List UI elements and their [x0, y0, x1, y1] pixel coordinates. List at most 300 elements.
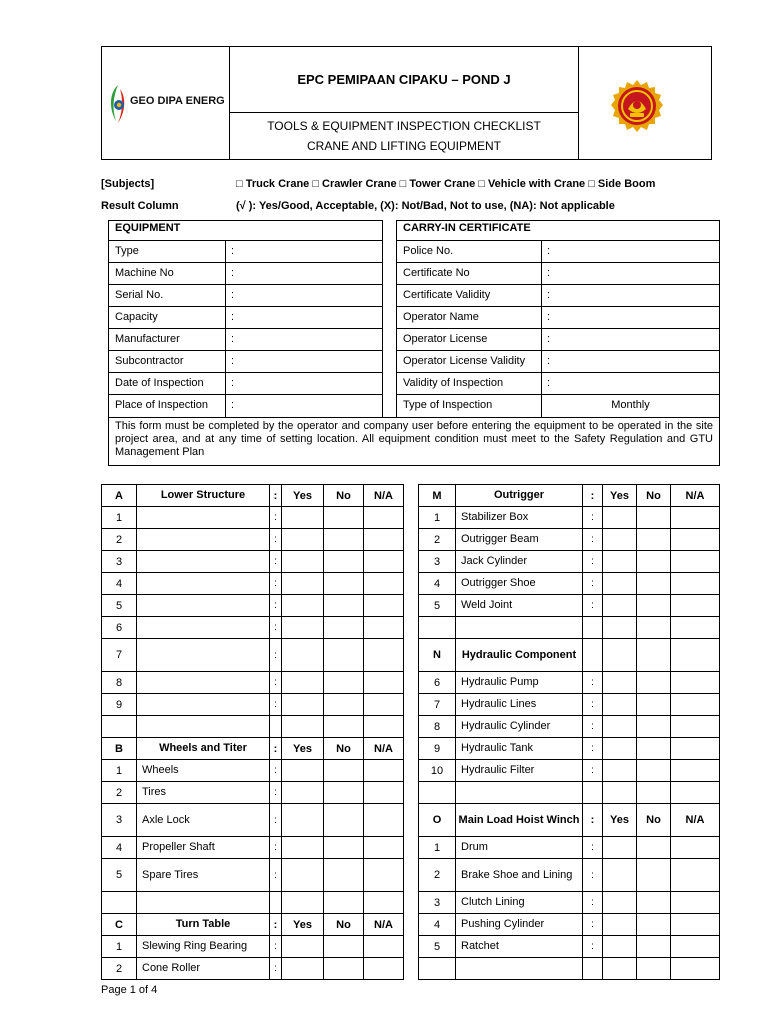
na-checkbox-cell[interactable]: [671, 573, 720, 595]
no-checkbox-cell[interactable]: [637, 859, 671, 892]
checklist-row: [419, 529, 720, 551]
colon-cell: :: [583, 760, 603, 782]
yes-checkbox-cell[interactable]: [603, 859, 637, 892]
equipment-label: Subcontractor: [115, 355, 184, 367]
checklist-row: [102, 694, 404, 716]
no-checkbox-cell[interactable]: [324, 958, 364, 980]
colon-cell: :: [270, 639, 282, 672]
item-number: 2: [419, 859, 456, 892]
carry-in-table: [396, 220, 720, 418]
item-label: Slewing Ring Bearing: [137, 936, 270, 958]
column-divider: [225, 307, 226, 328]
item-number: 6: [102, 617, 137, 639]
item-number: 1: [102, 760, 137, 782]
yes-checkbox-cell[interactable]: [282, 672, 324, 694]
no-checkbox-cell[interactable]: [637, 738, 671, 760]
no-header: No: [324, 738, 364, 760]
empty-cell: [102, 716, 137, 738]
section-header-row: [419, 485, 720, 507]
no-checkbox-cell[interactable]: [324, 529, 364, 551]
item-label: Weld Joint: [456, 595, 583, 617]
na-header: N/A: [671, 485, 720, 507]
no-checkbox-cell[interactable]: [324, 551, 364, 573]
item-number: 3: [102, 551, 137, 573]
na-checkbox-cell[interactable]: [671, 672, 720, 694]
item-number: 4: [419, 573, 456, 595]
yes-checkbox-cell[interactable]: [282, 551, 324, 573]
section-title: Lower Structure: [137, 485, 270, 507]
item-label: Propeller Shaft: [137, 837, 270, 859]
equipment-label: Serial No.: [115, 289, 164, 301]
na-header: [671, 639, 720, 672]
no-checkbox-cell[interactable]: [324, 672, 364, 694]
checklist-row: [419, 694, 720, 716]
item-number: 1: [102, 936, 137, 958]
yes-checkbox-cell[interactable]: [282, 859, 324, 892]
carry-in-value[interactable]: :: [547, 245, 551, 257]
carry-in-value[interactable]: :: [547, 333, 551, 345]
colon-cell: :: [583, 551, 603, 573]
equipment-section: [108, 220, 720, 466]
column-divider: [541, 373, 542, 394]
na-checkbox-cell[interactable]: [364, 804, 404, 837]
spacer-row: [419, 958, 720, 980]
colon-cell: :: [583, 595, 603, 617]
colon-cell: :: [270, 760, 282, 782]
colon-cell: :: [583, 529, 603, 551]
no-checkbox-cell[interactable]: [637, 672, 671, 694]
item-label: Hydraulic Lines: [456, 694, 583, 716]
section-letter: B: [102, 738, 137, 760]
column-divider: [541, 351, 542, 372]
carry-in-label: Type of Inspection: [403, 399, 493, 411]
item-number: 3: [419, 551, 456, 573]
carry-in-label: Validity of Inspection: [403, 377, 504, 389]
colon-cell: :: [583, 738, 603, 760]
equipment-label: Date of Inspection: [115, 377, 204, 389]
item-number: 4: [102, 837, 137, 859]
equipment-value[interactable]: :: [231, 267, 235, 279]
yes-header: Yes: [603, 485, 637, 507]
equipment-value[interactable]: :: [231, 377, 235, 389]
empty-cell: [364, 892, 404, 914]
equipment-value[interactable]: :: [231, 245, 235, 257]
empty-cell: [456, 782, 583, 804]
na-checkbox-cell[interactable]: [364, 760, 404, 782]
carry-in-row: [397, 241, 719, 263]
spacer-row: [419, 782, 720, 804]
column-divider: [541, 329, 542, 350]
yes-checkbox-cell[interactable]: [282, 804, 324, 837]
colon-cell: :: [583, 837, 603, 859]
carry-in-value[interactable]: :: [547, 311, 551, 323]
item-number: 3: [102, 804, 137, 837]
checklist-row: [419, 892, 720, 914]
item-number: 1: [419, 837, 456, 859]
no-header: No: [637, 485, 671, 507]
section-letter: N: [419, 639, 456, 672]
carry-in-row: [397, 351, 719, 373]
yes-checkbox-cell[interactable]: [282, 694, 324, 716]
checklist-row: [102, 760, 404, 782]
carry-in-value[interactable]: :: [547, 355, 551, 367]
no-checkbox-cell[interactable]: [324, 573, 364, 595]
column-divider: [541, 241, 542, 262]
na-checkbox-cell[interactable]: [364, 936, 404, 958]
document-title: EPC PEMIPAAN CIPAKU – POND J: [230, 47, 578, 113]
section-title: Main Load Hoist Winch: [456, 804, 583, 837]
empty-cell: [603, 958, 637, 980]
na-checkbox-cell[interactable]: [671, 859, 720, 892]
empty-cell: [324, 892, 364, 914]
item-label: Hydraulic Pump: [456, 672, 583, 694]
carry-in-label: Certificate Validity: [403, 289, 491, 301]
equipment-value[interactable]: :: [231, 311, 235, 323]
yes-checkbox-cell[interactable]: [603, 914, 637, 936]
equipment-label: Type: [115, 245, 139, 257]
section-header-row: [102, 738, 404, 760]
subtitle-line-2: CRANE AND LIFTING EQUIPMENT: [306, 139, 502, 153]
equipment-value[interactable]: :: [231, 355, 235, 367]
no-checkbox-cell[interactable]: [324, 507, 364, 529]
colon-cell: :: [583, 914, 603, 936]
yes-checkbox-cell[interactable]: [282, 507, 324, 529]
empty-cell: [671, 958, 720, 980]
carry-in-value[interactable]: :: [547, 377, 551, 389]
column-divider: [541, 263, 542, 284]
equipment-label: Capacity: [115, 311, 158, 323]
checklist-left-table: [101, 484, 404, 980]
section-letter: O: [419, 804, 456, 837]
no-checkbox-cell[interactable]: [324, 782, 364, 804]
no-checkbox-cell[interactable]: [324, 595, 364, 617]
column-divider: [225, 241, 226, 262]
yes-checkbox-cell[interactable]: [603, 672, 637, 694]
yes-checkbox-cell[interactable]: [603, 738, 637, 760]
yes-checkbox-cell[interactable]: [282, 958, 324, 980]
colon-cell: :: [583, 859, 603, 892]
empty-cell: [583, 958, 603, 980]
empty-cell: [603, 782, 637, 804]
carry-in-value[interactable]: :: [547, 289, 551, 301]
section-letter: C: [102, 914, 137, 936]
checklist-row: [419, 573, 720, 595]
na-checkbox-cell[interactable]: [671, 738, 720, 760]
document-header: [101, 46, 712, 160]
yes-checkbox-cell[interactable]: [282, 529, 324, 551]
na-checkbox-cell[interactable]: [364, 595, 404, 617]
yes-header: [603, 639, 637, 672]
equipment-row: [109, 351, 382, 373]
column-divider: [225, 263, 226, 284]
carry-in-label: Operator Name: [403, 311, 479, 323]
carry-in-title: CARRY-IN CERTIFICATE: [397, 221, 719, 241]
empty-cell: [583, 617, 603, 639]
empty-cell: [282, 716, 324, 738]
item-number: 5: [102, 595, 137, 617]
carry-in-value[interactable]: :: [547, 267, 551, 279]
yes-checkbox-cell[interactable]: [603, 760, 637, 782]
no-checkbox-cell[interactable]: [324, 694, 364, 716]
result-column-label: Result Column: [101, 200, 179, 212]
item-label: Tires: [137, 782, 270, 804]
checklist-row: [419, 551, 720, 573]
na-checkbox-cell[interactable]: [364, 958, 404, 980]
na-checkbox-cell[interactable]: [364, 551, 404, 573]
safety-badge-icon: [610, 79, 664, 133]
item-number: 4: [102, 573, 137, 595]
na-checkbox-cell[interactable]: [671, 936, 720, 958]
empty-cell: [671, 782, 720, 804]
na-header: N/A: [671, 804, 720, 837]
equipment-value[interactable]: :: [231, 399, 235, 411]
colon-cell: :: [583, 694, 603, 716]
colon-cell: :: [270, 804, 282, 837]
colon-cell: :: [270, 958, 282, 980]
item-number: 4: [419, 914, 456, 936]
yes-checkbox-cell[interactable]: [282, 595, 324, 617]
item-label: Pushing Cylinder: [456, 914, 583, 936]
no-checkbox-cell[interactable]: [637, 760, 671, 782]
na-checkbox-cell[interactable]: [364, 617, 404, 639]
equipment-row: [109, 395, 382, 417]
item-number: 2: [102, 958, 137, 980]
no-checkbox-cell[interactable]: [324, 804, 364, 837]
column-divider: [225, 395, 226, 417]
equipment-label: Machine No: [115, 267, 174, 279]
equipment-label: Place of Inspection: [115, 399, 208, 411]
carry-in-label: Operator License Validity: [403, 355, 526, 367]
na-header: N/A: [364, 485, 404, 507]
yes-checkbox-cell[interactable]: [603, 573, 637, 595]
yes-header: Yes: [603, 804, 637, 837]
na-checkbox-cell[interactable]: [364, 672, 404, 694]
yes-checkbox-cell[interactable]: [603, 551, 637, 573]
checklist-row: [419, 914, 720, 936]
item-number: 1: [102, 507, 137, 529]
na-checkbox-cell[interactable]: [364, 573, 404, 595]
colon-cell: :: [270, 529, 282, 551]
empty-cell: [456, 617, 583, 639]
no-checkbox-cell[interactable]: [637, 716, 671, 738]
item-number: 1: [419, 507, 456, 529]
empty-cell: [671, 617, 720, 639]
no-checkbox-cell[interactable]: [637, 936, 671, 958]
no-checkbox-cell[interactable]: [637, 694, 671, 716]
equipment-value[interactable]: :: [231, 333, 235, 345]
yes-header: Yes: [282, 485, 324, 507]
na-checkbox-cell[interactable]: [671, 760, 720, 782]
carry-in-row: [397, 329, 719, 351]
item-label: Outrigger Beam: [456, 529, 583, 551]
item-label: [137, 672, 270, 694]
yes-checkbox-cell[interactable]: [282, 837, 324, 859]
checklist-row: [102, 837, 404, 859]
subtitle-line-1: TOOLS & EQUIPMENT INSPECTION CHECKLIST: [267, 119, 541, 133]
no-checkbox-cell[interactable]: [324, 639, 364, 672]
equipment-row: [109, 373, 382, 395]
na-checkbox-cell[interactable]: [671, 507, 720, 529]
empty-cell: [419, 958, 456, 980]
na-checkbox-cell[interactable]: [671, 892, 720, 914]
item-label: [137, 639, 270, 672]
na-header: N/A: [364, 914, 404, 936]
carry-in-row: [397, 263, 719, 285]
checklist-row: [102, 958, 404, 980]
yes-checkbox-cell[interactable]: [603, 837, 637, 859]
item-label: [137, 573, 270, 595]
na-checkbox-cell[interactable]: [671, 529, 720, 551]
colon-cell: :: [270, 914, 282, 936]
colon-cell: :: [270, 617, 282, 639]
logo-cell: [102, 47, 230, 159]
equipment-table: [108, 220, 383, 418]
no-checkbox-cell[interactable]: [637, 573, 671, 595]
equipment-value[interactable]: :: [231, 289, 235, 301]
no-checkbox-cell[interactable]: [324, 617, 364, 639]
equipment-row: [109, 285, 382, 307]
section-letter: M: [419, 485, 456, 507]
no-checkbox-cell[interactable]: [637, 595, 671, 617]
empty-cell: [637, 782, 671, 804]
checklist-row: [419, 760, 720, 782]
na-checkbox-cell[interactable]: [671, 595, 720, 617]
equipment-row: [109, 307, 382, 329]
na-checkbox-cell[interactable]: [364, 639, 404, 672]
yes-checkbox-cell[interactable]: [603, 716, 637, 738]
no-checkbox-cell[interactable]: [324, 936, 364, 958]
checklist-row: [419, 595, 720, 617]
no-checkbox-cell[interactable]: [324, 859, 364, 892]
carry-in-value[interactable]: Monthly: [611, 399, 650, 411]
yes-header: Yes: [282, 738, 324, 760]
na-checkbox-cell[interactable]: [671, 716, 720, 738]
colon-cell: :: [583, 485, 603, 507]
empty-cell: [270, 716, 282, 738]
empty-cell: [270, 892, 282, 914]
colon-cell: [583, 639, 603, 672]
na-checkbox-cell[interactable]: [671, 694, 720, 716]
column-divider: [225, 329, 226, 350]
item-number: 5: [102, 859, 137, 892]
no-header: No: [637, 804, 671, 837]
checklist-row: [102, 859, 404, 892]
colon-cell: :: [270, 551, 282, 573]
checklist-row: [419, 672, 720, 694]
yes-checkbox-cell[interactable]: [603, 507, 637, 529]
na-checkbox-cell[interactable]: [364, 529, 404, 551]
item-number: 5: [419, 936, 456, 958]
page-number: Page 1 of 4: [101, 984, 158, 996]
na-checkbox-cell[interactable]: [364, 782, 404, 804]
yes-checkbox-cell[interactable]: [603, 936, 637, 958]
no-checkbox-cell[interactable]: [637, 551, 671, 573]
item-label: Spare Tires: [137, 859, 270, 892]
no-header: No: [324, 485, 364, 507]
item-label: [137, 529, 270, 551]
yes-checkbox-cell[interactable]: [282, 936, 324, 958]
no-checkbox-cell[interactable]: [324, 760, 364, 782]
yes-checkbox-cell[interactable]: [282, 639, 324, 672]
no-checkbox-cell[interactable]: [637, 914, 671, 936]
checklist-row: [102, 782, 404, 804]
no-checkbox-cell[interactable]: [637, 529, 671, 551]
colon-cell: :: [583, 716, 603, 738]
item-label: Axle Lock: [137, 804, 270, 837]
equipment-row: [109, 263, 382, 285]
item-number: 8: [419, 716, 456, 738]
colon-cell: :: [583, 804, 603, 837]
item-label: Hydraulic Tank: [456, 738, 583, 760]
yes-checkbox-cell[interactable]: [282, 573, 324, 595]
item-label: Hydraulic Filter: [456, 760, 583, 782]
column-divider: [541, 307, 542, 328]
empty-cell: [419, 782, 456, 804]
na-checkbox-cell[interactable]: [364, 694, 404, 716]
column-divider: [541, 285, 542, 306]
column-divider: [225, 285, 226, 306]
na-checkbox-cell[interactable]: [671, 914, 720, 936]
colon-cell: :: [583, 672, 603, 694]
carry-in-label: Operator License: [403, 333, 488, 345]
column-divider: [225, 351, 226, 372]
yes-checkbox-cell[interactable]: [603, 892, 637, 914]
colon-cell: :: [270, 485, 282, 507]
item-number: 10: [419, 760, 456, 782]
na-checkbox-cell[interactable]: [364, 507, 404, 529]
na-checkbox-cell[interactable]: [364, 859, 404, 892]
column-divider: [225, 373, 226, 394]
yes-checkbox-cell[interactable]: [603, 595, 637, 617]
no-checkbox-cell[interactable]: [324, 837, 364, 859]
na-checkbox-cell[interactable]: [364, 837, 404, 859]
item-label: [137, 694, 270, 716]
yes-checkbox-cell[interactable]: [282, 782, 324, 804]
na-checkbox-cell[interactable]: [671, 551, 720, 573]
item-number: 2: [102, 529, 137, 551]
checklist-row: [102, 573, 404, 595]
colon-cell: :: [270, 595, 282, 617]
no-checkbox-cell[interactable]: [637, 892, 671, 914]
colon-cell: :: [270, 507, 282, 529]
colon-cell: :: [270, 837, 282, 859]
checklist-row: [102, 639, 404, 672]
carry-in-row: [397, 395, 719, 417]
logo-text: GEO DIPA ENERG: [130, 95, 225, 107]
checklist-row: [102, 617, 404, 639]
item-number: 7: [419, 694, 456, 716]
checklist-row: [102, 595, 404, 617]
no-checkbox-cell[interactable]: [637, 507, 671, 529]
checklist-row: [419, 859, 720, 892]
checklist-row: [419, 837, 720, 859]
no-checkbox-cell[interactable]: [637, 837, 671, 859]
checklist-right-table: [418, 484, 720, 980]
colon-cell: :: [270, 573, 282, 595]
yes-checkbox-cell[interactable]: [282, 760, 324, 782]
section-title: Hydraulic Component: [456, 639, 583, 672]
yes-checkbox-cell[interactable]: [603, 694, 637, 716]
item-number: 9: [102, 694, 137, 716]
carry-in-row: [397, 373, 719, 395]
item-number: 9: [419, 738, 456, 760]
yes-checkbox-cell[interactable]: [603, 529, 637, 551]
empty-cell: [583, 782, 603, 804]
na-checkbox-cell[interactable]: [671, 837, 720, 859]
yes-checkbox-cell[interactable]: [282, 617, 324, 639]
empty-cell: [637, 958, 671, 980]
checklist-row: [102, 529, 404, 551]
